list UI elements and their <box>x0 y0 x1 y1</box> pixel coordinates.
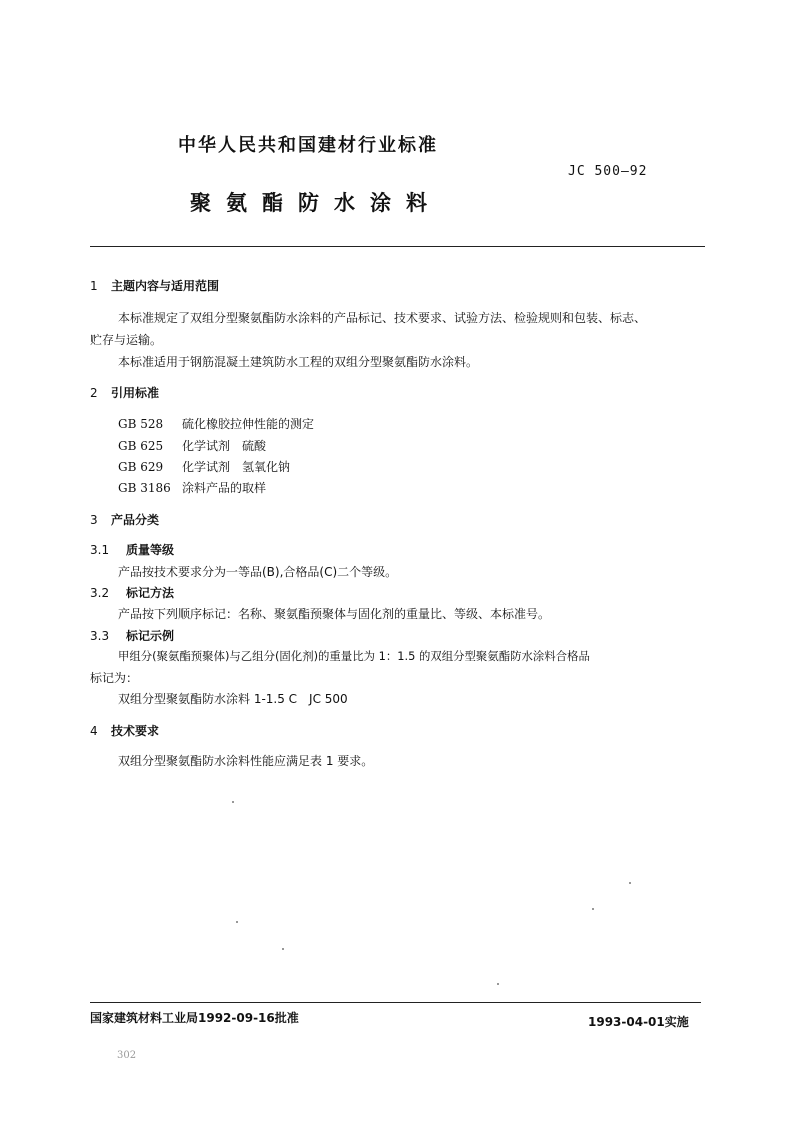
standard-code: JC 500—92 <box>568 164 648 179</box>
subsection-3-2-heading <box>90 584 174 601</box>
reference-row <box>118 437 266 454</box>
reference-row <box>118 415 314 432</box>
document-title: 聚氨酯防水涂料 <box>190 191 442 215</box>
section-4-heading <box>90 722 159 739</box>
subsection-title: 标记示例 <box>126 629 175 643</box>
reference-row <box>118 458 290 475</box>
section-number: 1 <box>90 279 98 293</box>
marking-example: 双组分型聚氨酯防水涂料 1-1.5 C JC 500 <box>118 692 348 706</box>
reference-name: 化学试剂 硫酸 <box>182 439 267 453</box>
section-3-heading <box>90 511 159 528</box>
scan-speck <box>236 921 238 923</box>
scan-speck <box>282 948 284 950</box>
subsection-number: 3.1 <box>90 543 110 557</box>
subsection-number: 3.2 <box>90 586 110 600</box>
subsection-title: 标记方法 <box>126 586 175 600</box>
subsection-3-1-text: 产品按技术要求分为一等品(B),合格品(C)二个等级。 <box>118 565 398 579</box>
reference-code: GB 528 <box>118 417 164 431</box>
subsection-number: 3.3 <box>90 629 110 643</box>
reference-code: GB 3186 <box>118 481 171 495</box>
section-1-paragraph-2: 本标准适用于钢筋混凝土建筑防水工程的双组分型聚氨酯防水涂料。 <box>118 355 479 369</box>
effective-date: 1993-04-01实施 <box>588 1015 689 1029</box>
approval-statement: 国家建筑材料工业局1992-09-16批准 <box>90 1011 299 1025</box>
section-1-heading <box>90 277 219 294</box>
reference-row <box>118 479 266 496</box>
subsection-3-3-text-cont: 标记为： <box>90 671 139 685</box>
subsection-3-2-text: 产品按下列顺序标记：名称、聚氨酯预聚体与固化剂的重量比、等级、本标准号。 <box>118 607 551 621</box>
section-title: 主题内容与适用范围 <box>111 279 220 293</box>
reference-code: GB 625 <box>118 439 164 453</box>
footer-divider <box>90 1002 701 1003</box>
section-title: 技术要求 <box>111 724 160 738</box>
scan-speck <box>592 908 594 910</box>
section-number: 2 <box>90 386 98 400</box>
section-1-paragraph-1-cont: 贮存与运输。 <box>90 333 163 347</box>
scan-speck <box>497 983 499 985</box>
section-number: 3 <box>90 513 98 527</box>
issuing-body-title: 中华人民共和国建材行业标准 <box>178 135 438 156</box>
header-divider <box>90 246 705 247</box>
section-2-heading <box>90 384 159 401</box>
subsection-title: 质量等级 <box>126 543 175 557</box>
reference-name: 涂料产品的取样 <box>182 481 267 495</box>
reference-code: GB 629 <box>118 460 164 474</box>
page-number: 302 <box>117 1050 137 1061</box>
reference-name: 硫化橡胶拉伸性能的测定 <box>182 417 315 431</box>
section-number: 4 <box>90 724 98 738</box>
section-4-text: 双组分型聚氨酯防水涂料性能应满足表 1 要求。 <box>118 754 374 768</box>
section-1-paragraph-1: 本标准规定了双组分型聚氨酯防水涂料的产品标记、技术要求、试验方法、检验规则和包装、标志、 <box>118 311 647 325</box>
scan-speck <box>629 882 631 884</box>
scan-speck <box>232 801 234 803</box>
reference-name: 化学试剂 氢氧化钠 <box>182 460 291 474</box>
section-title: 引用标准 <box>111 386 160 400</box>
subsection-3-1-heading <box>90 541 174 558</box>
subsection-3-3-text: 甲组分(聚氨酯预聚体)与乙组分(固化剂)的重量比为 1：1.5 的双组分型聚氨酯防水涂料合格品 <box>118 649 590 663</box>
subsection-3-3-heading <box>90 627 174 644</box>
section-title: 产品分类 <box>111 513 160 527</box>
